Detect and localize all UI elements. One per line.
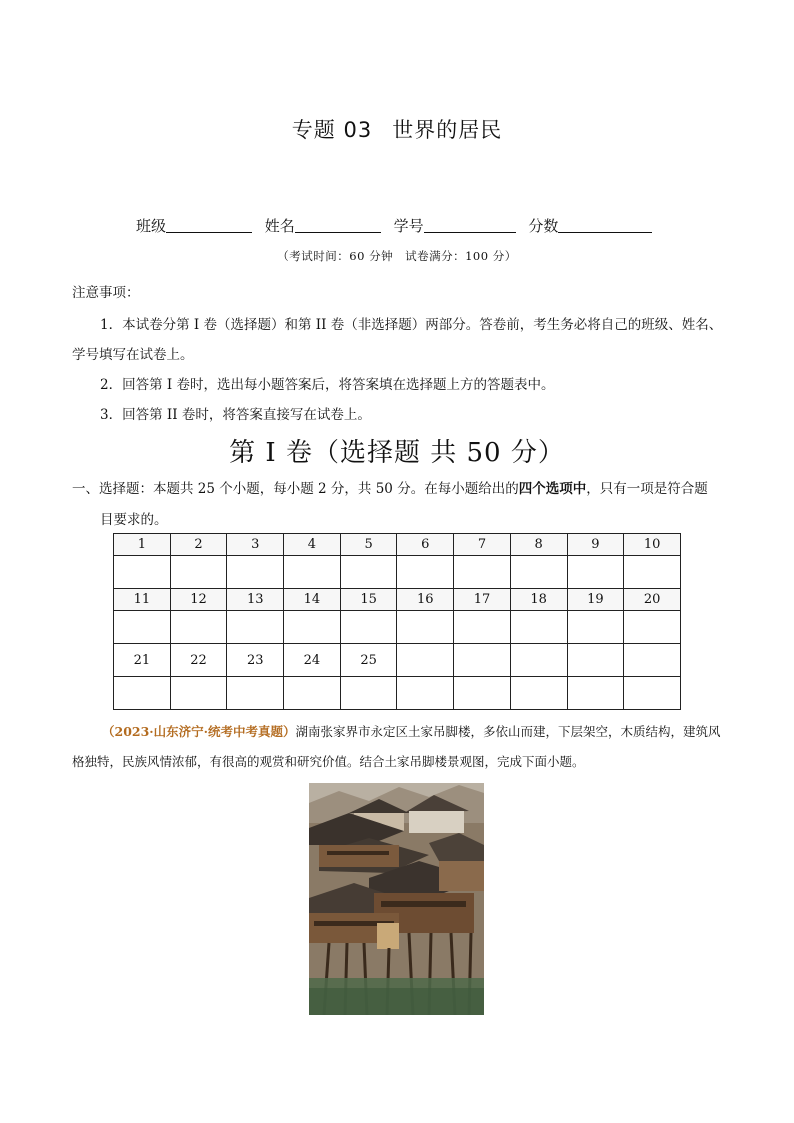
answer-cell[interactable]	[170, 611, 227, 644]
stilt-house-photo	[309, 783, 484, 1015]
answer-cell[interactable]	[340, 677, 397, 710]
question-number-cell: 22	[170, 644, 227, 677]
notes-heading: 注意事项：	[72, 285, 140, 301]
question-number-cell	[624, 644, 681, 677]
question-number-cell: 8	[510, 534, 567, 556]
answer-cell[interactable]	[510, 611, 567, 644]
question-number-cell: 20	[624, 589, 681, 611]
question-number-cell: 21	[114, 644, 171, 677]
question-number-cell: 25	[340, 644, 397, 677]
answer-cell[interactable]	[567, 556, 624, 589]
note-item-2: 2．回答第 I 卷时，选出每小题答案后，将答案填在选择题上方的答题表中。	[100, 377, 555, 393]
question-number-cell: 7	[454, 534, 511, 556]
answer-cell[interactable]	[340, 611, 397, 644]
answer-cell[interactable]	[170, 556, 227, 589]
answer-cell[interactable]	[170, 677, 227, 710]
note-item-1: 1．本试卷分第 I 卷（选择题）和第 II 卷（非选择题）两部分。答卷前，考生务必将自己的班级、姓名、	[100, 317, 723, 333]
answer-cell[interactable]	[340, 556, 397, 589]
name-label: 姓名	[264, 217, 295, 235]
answer-cell[interactable]	[567, 677, 624, 710]
section-title: 第 I 卷（选择题 共 50 分）	[229, 438, 565, 468]
question-number-cell: 10	[624, 534, 681, 556]
answer-cell[interactable]	[397, 611, 454, 644]
title-topic-number: 专题 03	[291, 118, 373, 142]
student-id-label: 学号	[393, 217, 424, 235]
page-title	[0, 114, 794, 144]
answer-number-row	[114, 589, 681, 611]
question-number-cell: 3	[227, 534, 284, 556]
question-number-cell: 16	[397, 589, 454, 611]
question-number-cell	[397, 644, 454, 677]
answer-number-row	[114, 534, 681, 556]
question-number-cell: 1	[114, 534, 171, 556]
question-number-cell: 23	[227, 644, 284, 677]
score-label: 分数	[528, 217, 559, 235]
answer-cell[interactable]	[114, 611, 171, 644]
question-source: （2023·山东济宁·统考中考真题）	[102, 724, 296, 739]
question-number-cell: 24	[284, 644, 341, 677]
score-field[interactable]	[558, 231, 652, 233]
question-number-cell: 9	[567, 534, 624, 556]
question-number-cell: 11	[114, 589, 171, 611]
question-number-cell: 13	[227, 589, 284, 611]
answer-cell[interactable]	[284, 556, 341, 589]
answer-cell[interactable]	[624, 556, 681, 589]
note-item-3: 3．回答第 II 卷时，将答案直接写在试卷上。	[100, 407, 371, 423]
class-field[interactable]	[166, 231, 252, 233]
question-number-cell: 15	[340, 589, 397, 611]
name-field[interactable]	[295, 231, 381, 233]
answer-cell[interactable]	[397, 677, 454, 710]
note-item-1-cont: 学号填写在试卷上。	[72, 347, 194, 363]
answer-cell[interactable]	[510, 556, 567, 589]
answer-cell[interactable]	[454, 677, 511, 710]
student-id-field[interactable]	[424, 231, 516, 233]
question-stem	[72, 717, 732, 777]
question-number-cell	[510, 644, 567, 677]
answer-cell[interactable]	[624, 677, 681, 710]
question-number-cell	[454, 644, 511, 677]
question-number-cell: 14	[284, 589, 341, 611]
question-intro	[72, 477, 708, 497]
question-number-cell: 18	[510, 589, 567, 611]
answer-cell[interactable]	[227, 611, 284, 644]
answer-cell[interactable]	[114, 677, 171, 710]
exam-meta: （考试时间：60 分钟 试卷满分：100 分）	[277, 249, 517, 263]
answer-cell[interactable]	[227, 677, 284, 710]
answer-cell[interactable]	[567, 611, 624, 644]
answer-cell[interactable]	[510, 677, 567, 710]
answer-cell[interactable]	[284, 611, 341, 644]
question-number-cell: 5	[340, 534, 397, 556]
answer-cell[interactable]	[227, 556, 284, 589]
question-number-cell	[567, 644, 624, 677]
answer-cell[interactable]	[454, 556, 511, 589]
question-intro-cont: 目要求的。	[100, 512, 168, 528]
answer-blank-row	[114, 677, 681, 710]
answer-table	[113, 533, 681, 710]
answer-cell[interactable]	[114, 556, 171, 589]
answer-cell[interactable]	[397, 556, 454, 589]
intro-text-bold: 四个选项中	[518, 481, 587, 497]
question-number-cell: 6	[397, 534, 454, 556]
answer-blank-row	[114, 556, 681, 589]
question-number-cell: 19	[567, 589, 624, 611]
class-label: 班级	[136, 217, 167, 235]
intro-text-2: ，只有一项是符合题	[586, 481, 708, 497]
answer-number-row	[114, 644, 681, 677]
answer-cell[interactable]	[284, 677, 341, 710]
student-info-row	[136, 215, 652, 236]
answer-cell[interactable]	[454, 611, 511, 644]
question-number-cell: 17	[454, 589, 511, 611]
question-number-cell: 12	[170, 589, 227, 611]
question-text: 湖南张家界市永定区土家吊脚楼，多依山而建，下层架空，木质结构，建筑风格独特，民族风情浓郁，有很高的观赏和研究价值。结合土家吊脚楼景观图，完成下面小题。	[72, 724, 721, 769]
question-number-cell: 2	[170, 534, 227, 556]
intro-text-1: 一、选择题：本题共 25 个小题，每小题 2 分，共 50 分。在每小题给出的	[72, 481, 519, 497]
title-topic-name: 世界的居民	[392, 118, 503, 142]
answer-cell[interactable]	[624, 611, 681, 644]
answer-blank-row	[114, 611, 681, 644]
question-number-cell: 4	[284, 534, 341, 556]
